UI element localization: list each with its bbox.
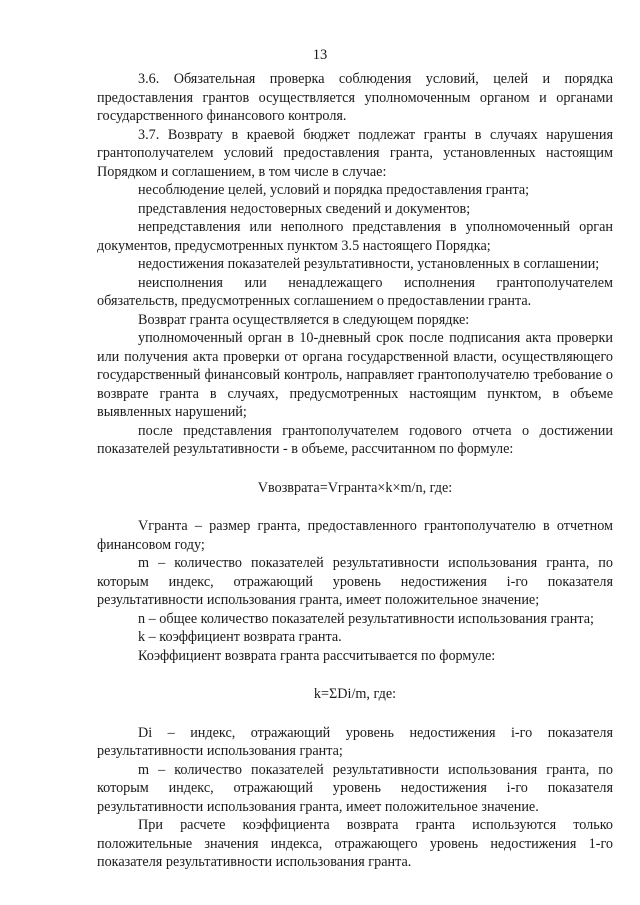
page-number: 13 xyxy=(312,47,328,63)
list-item: уполномоченный орган в 10-дневный срок после подписания акта проверки или получения акта проверки от органа государственной власти, осуществляющего государственный финансовый контроль, направляет грантополучателю требование о возврате гранта в случаях, предусмотренных настоящим пунктом, в объеме выявленных нарушений; xyxy=(97,330,613,420)
formula-definition: k – коэффициент возврата гранта. xyxy=(138,629,342,645)
list-item: после представления грантополучателем годового отчета о достижении показателей результативности - в объеме, рассчитанном по формуле: xyxy=(97,422,613,457)
list-item: неисполнения или ненадлежащего исполнения грантополучателем обязательств, предусмотренных соглашением о предоставлении гранта. xyxy=(97,274,613,309)
formula-definition: m – количество показателей результативности использования гранта, по которым индекс, отражающий уровень недостижения i-го показателя результативности использования гранта, имеет положительное значение; xyxy=(97,555,613,608)
paragraph-3-7: 3.7. Возврату в краевой бюджет подлежат гранты в случаях нарушения грантополучателем условий предоставления гранта, установленных настоящим Порядком и соглашением, в том числе в случае: xyxy=(97,126,613,180)
formula-definition: Di – индекс, отражающий уровень недостижения i-го показателя результативности использования гранта; xyxy=(97,724,613,759)
formula-definition: m – количество показателей результативности использования гранта, по которым индекс, отражающий уровень недостижения i-го показателя результативности использования гранта, имеет положительное значение. xyxy=(97,761,613,815)
formula-definition: n – общее количество показателей результативности использования гранта; xyxy=(138,610,594,627)
paragraph-coefficient-intro: Коэффициент возврата гранта рассчитывается по формуле: xyxy=(138,647,496,664)
list-item: представления недостоверных сведений и документов; xyxy=(138,200,471,217)
paragraph-return-order: Возврат гранта осуществляется в следующем порядке: xyxy=(138,311,470,328)
formula-return-volume: Vвозврата=Vгранта×k×m/n, где: xyxy=(257,479,453,496)
formula-definition: Vгранта – размер гранта, предоставленного грантополучателю в отчетном финансовом году; xyxy=(97,518,613,553)
document-body xyxy=(97,70,613,872)
list-item: непредставления или неполного представления в уполномоченный орган документов, предусмотренных пунктом 3.5 настоящего Порядка; xyxy=(97,219,613,254)
list-item: несоблюдение целей, условий и порядка предоставления гранта; xyxy=(138,182,530,198)
list-item: недостижения показателей результативности, установленных в соглашении; xyxy=(138,256,600,272)
paragraph-3-6: 3.6. Обязательная проверка соблюдения условий, целей и порядка предоставления грантов осуществляется уполномоченным органом и органами государственного финансового контроля. xyxy=(97,71,613,124)
formula-coefficient: k=ΣDi/m, где: xyxy=(313,686,397,702)
paragraph-final-note: При расчете коэффициента возврата гранта используются только положительные значения индекса, отражающего уровень недостижения 1-го показателя результативности использования гранта. xyxy=(97,817,613,870)
